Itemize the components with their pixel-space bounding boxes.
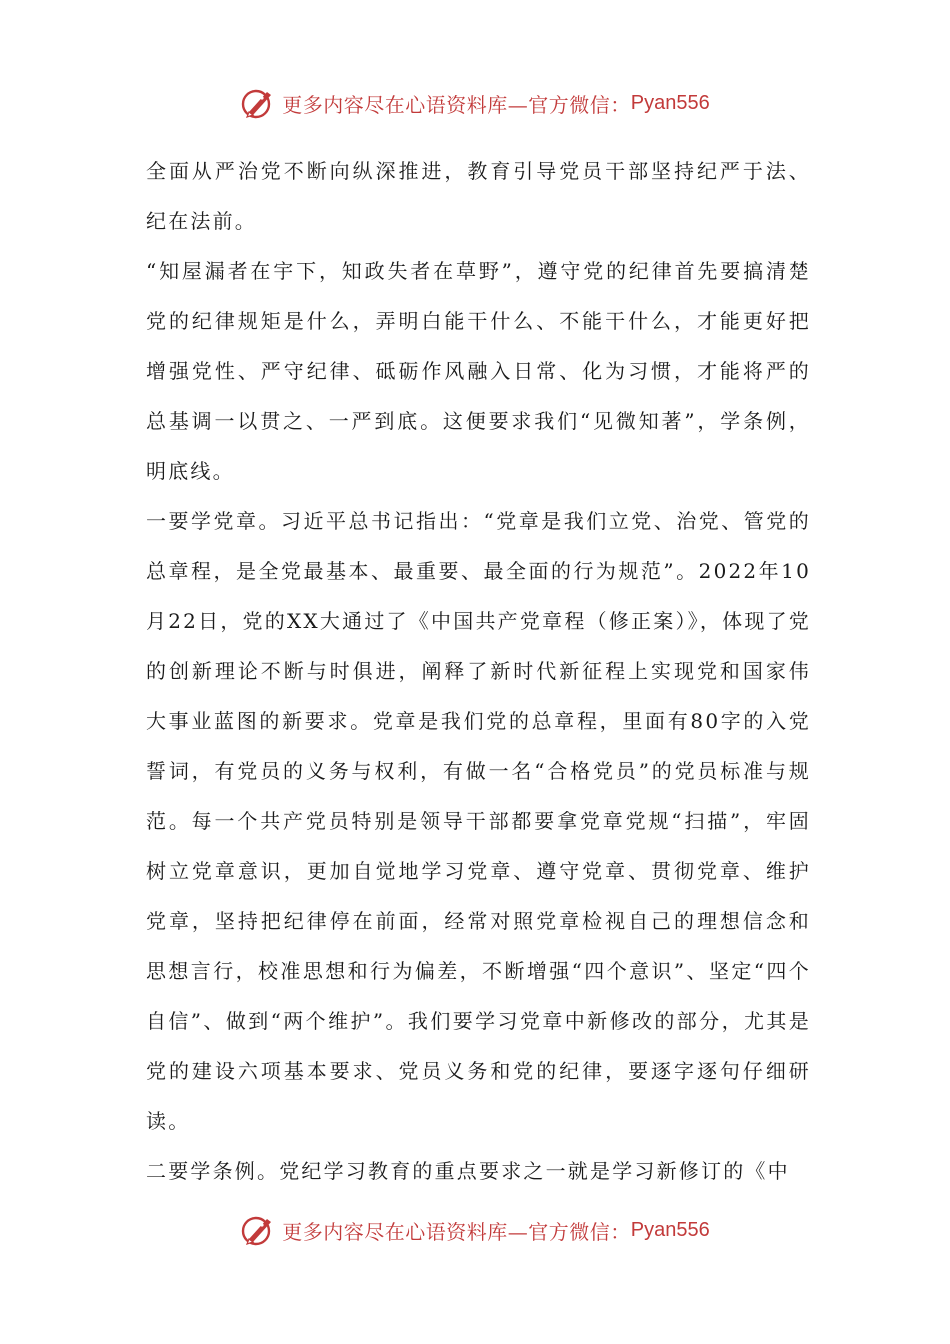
footer-banner <box>0 1210 950 1250</box>
header-banner-text: 更多内容尽在心语资料库—官方微信： <box>282 92 631 117</box>
header-wechat-id: Pyan556 <box>630 91 710 114</box>
pen-circle-logo-icon <box>240 1212 276 1248</box>
paragraph: 二要学条例。党纪学习教育的重点要求之一就是学习新修订的《中 <box>146 1159 790 1183</box>
paragraph: 全面从严治党不断向纵深推进，教育引导党员干部坚持纪严于法、纪在法前。 <box>146 159 811 233</box>
paragraph: “知屋漏者在宇下，知政失者在草野”，遵守党的纪律首先要搞清楚党的纪律规矩是什么，弄明白能干什么、不能干什么，才能更好把增强党性、严守纪律、砥砺作风融入日常、化为习惯，才能将严的总基调一以贯之、一严到底。这便要求我们“见微知著”，学条例，明底线。 <box>146 259 811 483</box>
footer-banner-text: 更多内容尽在心语资料库—官方微信： <box>282 1219 631 1244</box>
pen-circle-logo-icon <box>240 85 276 121</box>
document-body <box>146 146 811 1196</box>
header-banner <box>0 83 950 123</box>
paragraph: 一要学党章。习近平总书记指出：“党章是我们立党、治党、管党的总章程，是全党最基本、最重要、最全面的行为规范”。2022年10月22日，党的XX大通过了《中国共产党章程（修正案）》，体现了党的创新理论不断与时俱进，阐释了新时代新征程上实现党和国家伟大事业蓝图的新要求。党章是我们党的总章程，里面有80字的入党誓词，有党员的义务与权利，有做一名“合格党员”的党员标准与规范。每一个共产党员特别是领导干部都要拿党章党规“扫描”，牢固树立党章意识，更加自觉地学习党章、遵守党章、贯彻党章、维护党章，坚持把纪律停在前面，经常对照党章检视自己的理想信念和思想言行，校准思想和行为偏差，不断增强“四个意识”、坚定“四个自信”、做到“两个维护”。我们要学习党章中新修改的部分，尤其是党的建设六项基本要求、党员义务和党的纪律，要逐字逐句仔细研读。 <box>146 509 811 1133</box>
footer-wechat-id: Pyan556 <box>630 1218 710 1241</box>
